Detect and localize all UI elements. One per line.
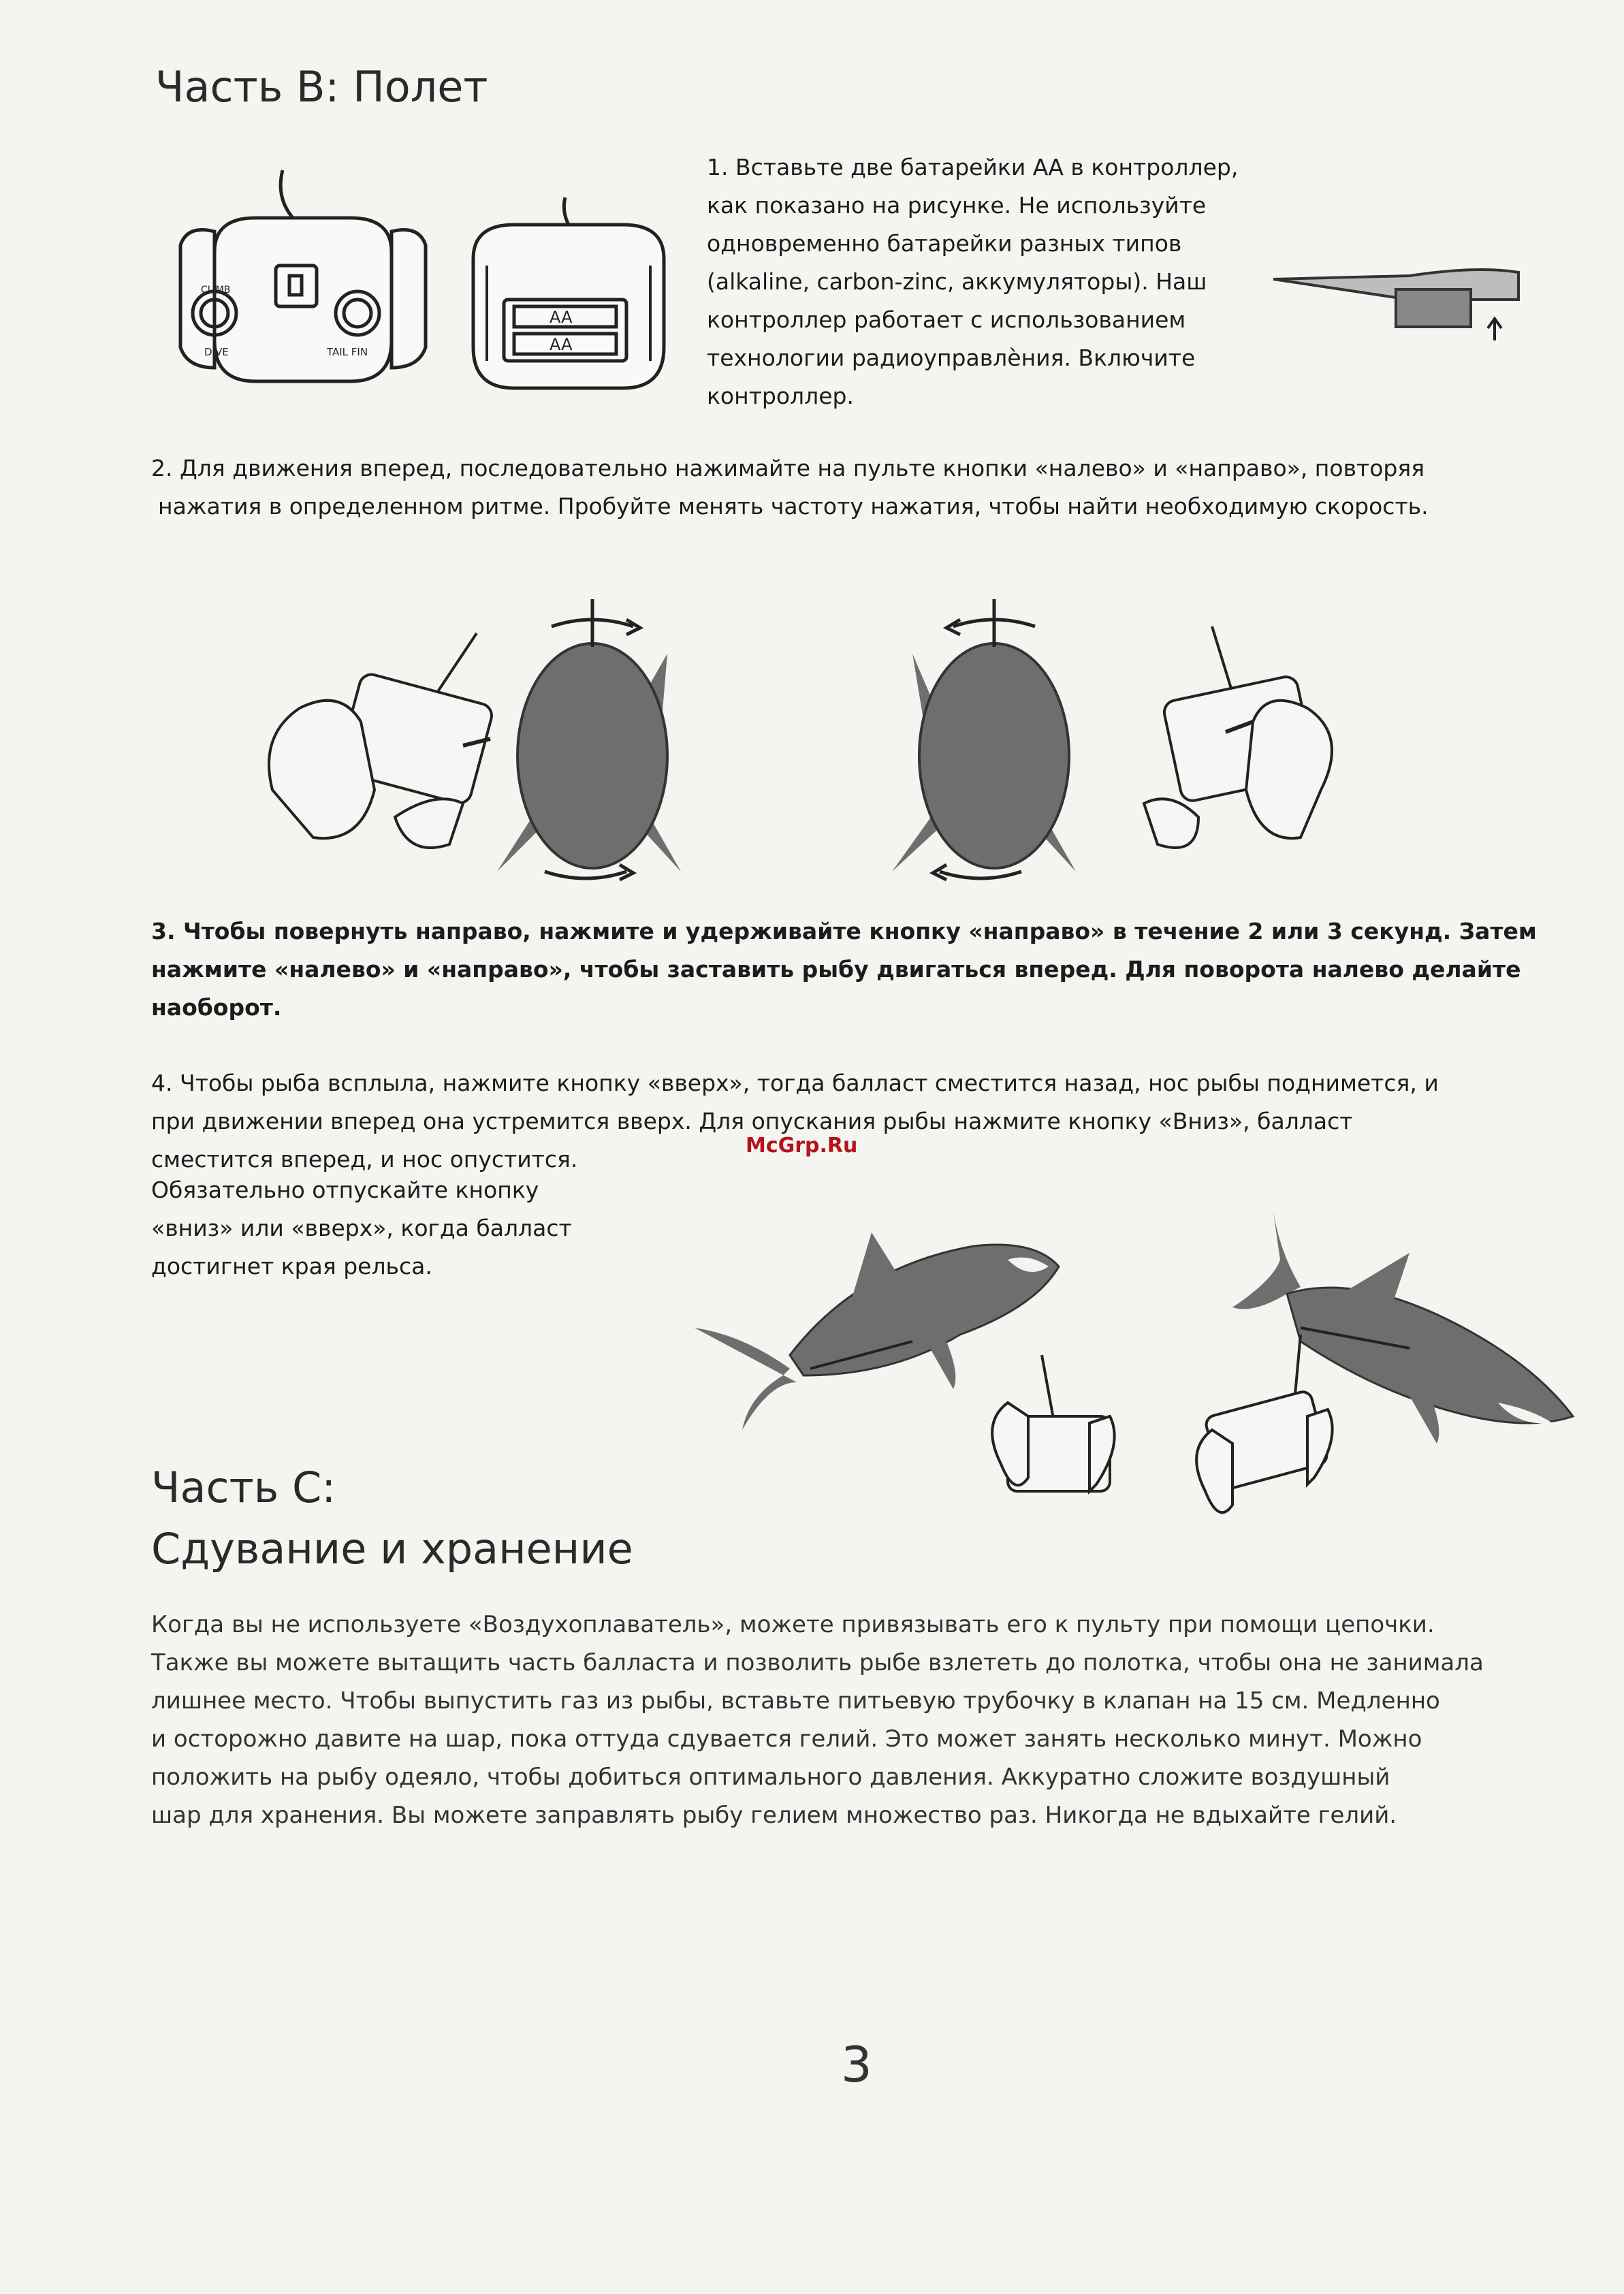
step-2-line: нажатия в определенном ритме. Пробуйте менять частоту нажатия, чтобы найти необходимую скорость.: [158, 493, 1429, 520]
section-c-line: лишнее место. Чтобы выпустить газ из рыбы, вставьте питьевую трубочку в клапан на 15 см. Медленно: [151, 1687, 1440, 1715]
shark-climb-dive-illustration: [688, 1171, 1580, 1539]
step-1-line: 1. Вставьте две батарейки АА в контроллер,: [707, 154, 1239, 180]
section-c-body: [151, 1606, 1595, 1834]
step-4-line: при движении вперед она устремится вверх. Для опускания рыбы нажмите кнопку «Вниз», балласт: [151, 1108, 1353, 1134]
battery-1-label: AA: [550, 308, 573, 327]
section-c-line: и осторожно давите на шар, пока оттуда сдувается гелий. Это может занять несколько минут. Можно: [151, 1725, 1422, 1753]
section-c-line: Когда вы не используете «Воздухоплаватель», можете привязывать его к пульту при помощи цепочки.: [151, 1611, 1435, 1638]
tail-fin-label: TAIL FIN: [327, 346, 368, 358]
step-4-line: 4. Чтобы рыба всплыла, нажмите кнопку «вверх», тогда балласт сместится назад, нос рыбы поднимется, и: [151, 1070, 1439, 1096]
forward-motion-illustration: [259, 586, 1403, 885]
step-3: [151, 912, 1581, 1027]
hand-remote-left: [269, 633, 494, 848]
section-c-title-line-2: Сдувание и хранение: [151, 1524, 633, 1574]
step-2-line: 2. Для движения вперед, последовательно нажимайте на пульте кнопки «налево» и «направо», повторяя: [151, 455, 1425, 481]
step-1-line: контроллер.: [707, 383, 854, 409]
step-1-line: как показано на рисунке. Не используйте: [707, 192, 1207, 219]
climb-label: CLIMB: [201, 285, 231, 296]
dive-label: DIVE: [204, 346, 229, 358]
fish-front-2: [892, 599, 1076, 880]
hand-remote-up: [992, 1355, 1115, 1491]
hand-remote-right: [1144, 626, 1332, 848]
step-4-note: [151, 1171, 696, 1286]
controller-illustration: [174, 143, 678, 415]
step-4-line: сместится вперед, и нос опустится.: [151, 1146, 578, 1173]
step-2: [151, 449, 1581, 526]
step-4: [151, 1064, 1581, 1179]
section-b-title: Часть B: Полет: [155, 62, 488, 112]
step-1: [707, 148, 1306, 415]
ballast-rail-illustration: [1273, 252, 1532, 361]
step-3-line: 3. Чтобы повернуть направо, нажмите и удерживайте кнопку «направо» в течение 2 или 3 секунд. Затем: [151, 918, 1537, 944]
section-c-heading: [151, 1457, 633, 1580]
page-number: 3: [841, 2036, 872, 2093]
step-4-note-line: Обязательно отпускайте кнопку: [151, 1177, 539, 1203]
step-1-line: одновременно батарейки разных типов: [707, 230, 1182, 257]
section-c-line: положить на рыбу одеяло, чтобы добиться оптимального давления. Аккуратно сложите воздушный: [151, 1764, 1390, 1791]
step-1-line: контроллер работает с использованием: [707, 306, 1186, 333]
step-1-line: (alkaline, carbon-zinc, аккумуляторы). Наш: [707, 268, 1207, 295]
battery-2-label: AA: [550, 335, 573, 354]
watermark: McGrp.Ru: [746, 1134, 858, 1158]
step-3-line: нажмите «налево» и «направо», чтобы заставить рыбу двигаться вперед. Для поворота налево делайте: [151, 956, 1521, 983]
section-c-title-line-1: Часть C:: [151, 1463, 336, 1512]
step-1-line: технологии радиоуправлѐния. Включите: [707, 345, 1196, 371]
step-4-note-line: достигнет края рельса.: [151, 1253, 432, 1279]
step-4-note-line: «вниз» или «вверх», когда балласт: [151, 1215, 572, 1241]
controller-back: [473, 197, 664, 388]
hand-remote-down: [1196, 1335, 1333, 1512]
section-c-line: Также вы можете вытащить часть балласта и позволить рыбе взлететь до полотка, чтобы она не занимала: [151, 1649, 1484, 1676]
fish-front-1: [497, 599, 681, 880]
shark-nose-up: [695, 1232, 1059, 1430]
step-3-line: наоборот.: [151, 994, 282, 1021]
section-c-line: шар для хранения. Вы можете заправлять рыбу гелием множество раз. Никогда не вдыхайте гелий.: [151, 1802, 1397, 1829]
